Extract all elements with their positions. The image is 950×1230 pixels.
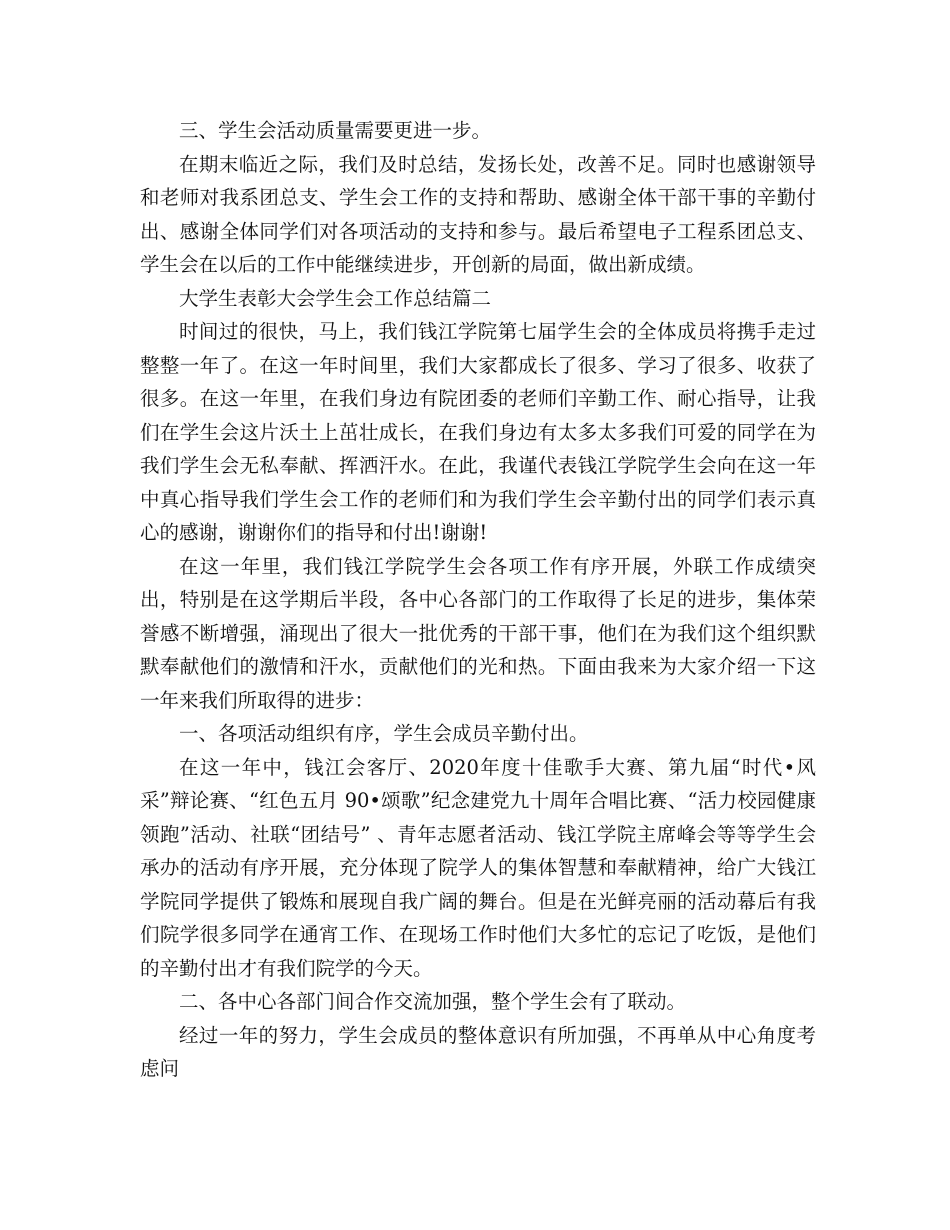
- paragraph-point-one-heading: 一、各项活动组织有序，学生会成员辛勤付出。: [179, 722, 589, 745]
- document-body: [140, 114, 816, 1086]
- paragraph-part-two-title: 大学生表彰大会学生会工作总结篇二: [179, 286, 492, 310]
- paragraph-section-three-heading: 三、学生会活动质量需要更进一步。: [179, 119, 492, 142]
- paragraph-activities: 在这一年中，钱江会客厅、2020年度十佳歌手大赛、第九届“时代•风采”辩论赛、“红色五月 90•颂歌”纪念建党九十周年合唱比赛、“活力校园健康领跑”活动、社联“团结号” 、青年志愿者活动、钱江学院主席峰会等等学生会承办的活动有序开展，充分体现了院学人的集体智慧和奉献精神，给广大钱江学院同学提供了锻炼和展现自我广阔的舞台。但是在光鲜亮丽的活动幕后有我们院学很多同学在通宵工作、在现场工作时他们大多忙的忘记了吃饭，是他们的辛勤付出才有我们院学的今天。: [140, 755, 816, 980]
- paragraph-closing-summary: 在期末临近之际，我们及时总结，发扬长处，改善不足。同时也感谢领导和老师对我系团总支、学生会工作的支持和帮助、感谢全体干部干事的辛勤付出、感谢全体同学们对各项活动的支持和参与。最后希望电子工程系团总支、学生会在以后的工作中能继续进步，开创新的局面，做出新成绩。: [140, 152, 816, 276]
- paragraph-point-two-heading: 二、各中心各部门间合作交流加强，整个学生会有了联动。: [179, 990, 687, 1013]
- paragraph-intro: 时间过的很快，马上，我们钱江学院第七届学生会的全体成员将携手走过整整一年了。在这一年时间里，我们大家都成长了很多、学习了很多、收获了很多。在这一年里，在我们身边有院团委的老师们辛勤工作、耐心指导，让我们在学生会这片沃土上茁壮成长，在我们身边有太多太多我们可爱的同学在为我们学生会无私奉献、挥洒汗水。在此，我谨代表钱江学院学生会向在这一年中真心指导我们学生会工作的老师们和为我们学生会辛勤付出的同学们表示真心的感谢，谢谢你们的指导和付出!谢谢!: [140, 320, 816, 544]
- paragraph-cooperation: 经过一年的努力，学生会成员的整体意识有所加强，不再单从中心角度考虑问: [140, 1023, 816, 1080]
- paragraph-overview: 在这一年里，我们钱江学院学生会各项工作有序开展，外联工作成绩突出，特别是在这学期后半段，各中心各部门的工作取得了长足的进步，集体荣誉感不断增强，涌现出了很大一批优秀的干部干事，他们在为我们这个组织默默奉献他们的激情和汗水，贡献他们的光和热。下面由我来为大家介绍一下这一年来我们所取得的进步：: [140, 554, 816, 712]
